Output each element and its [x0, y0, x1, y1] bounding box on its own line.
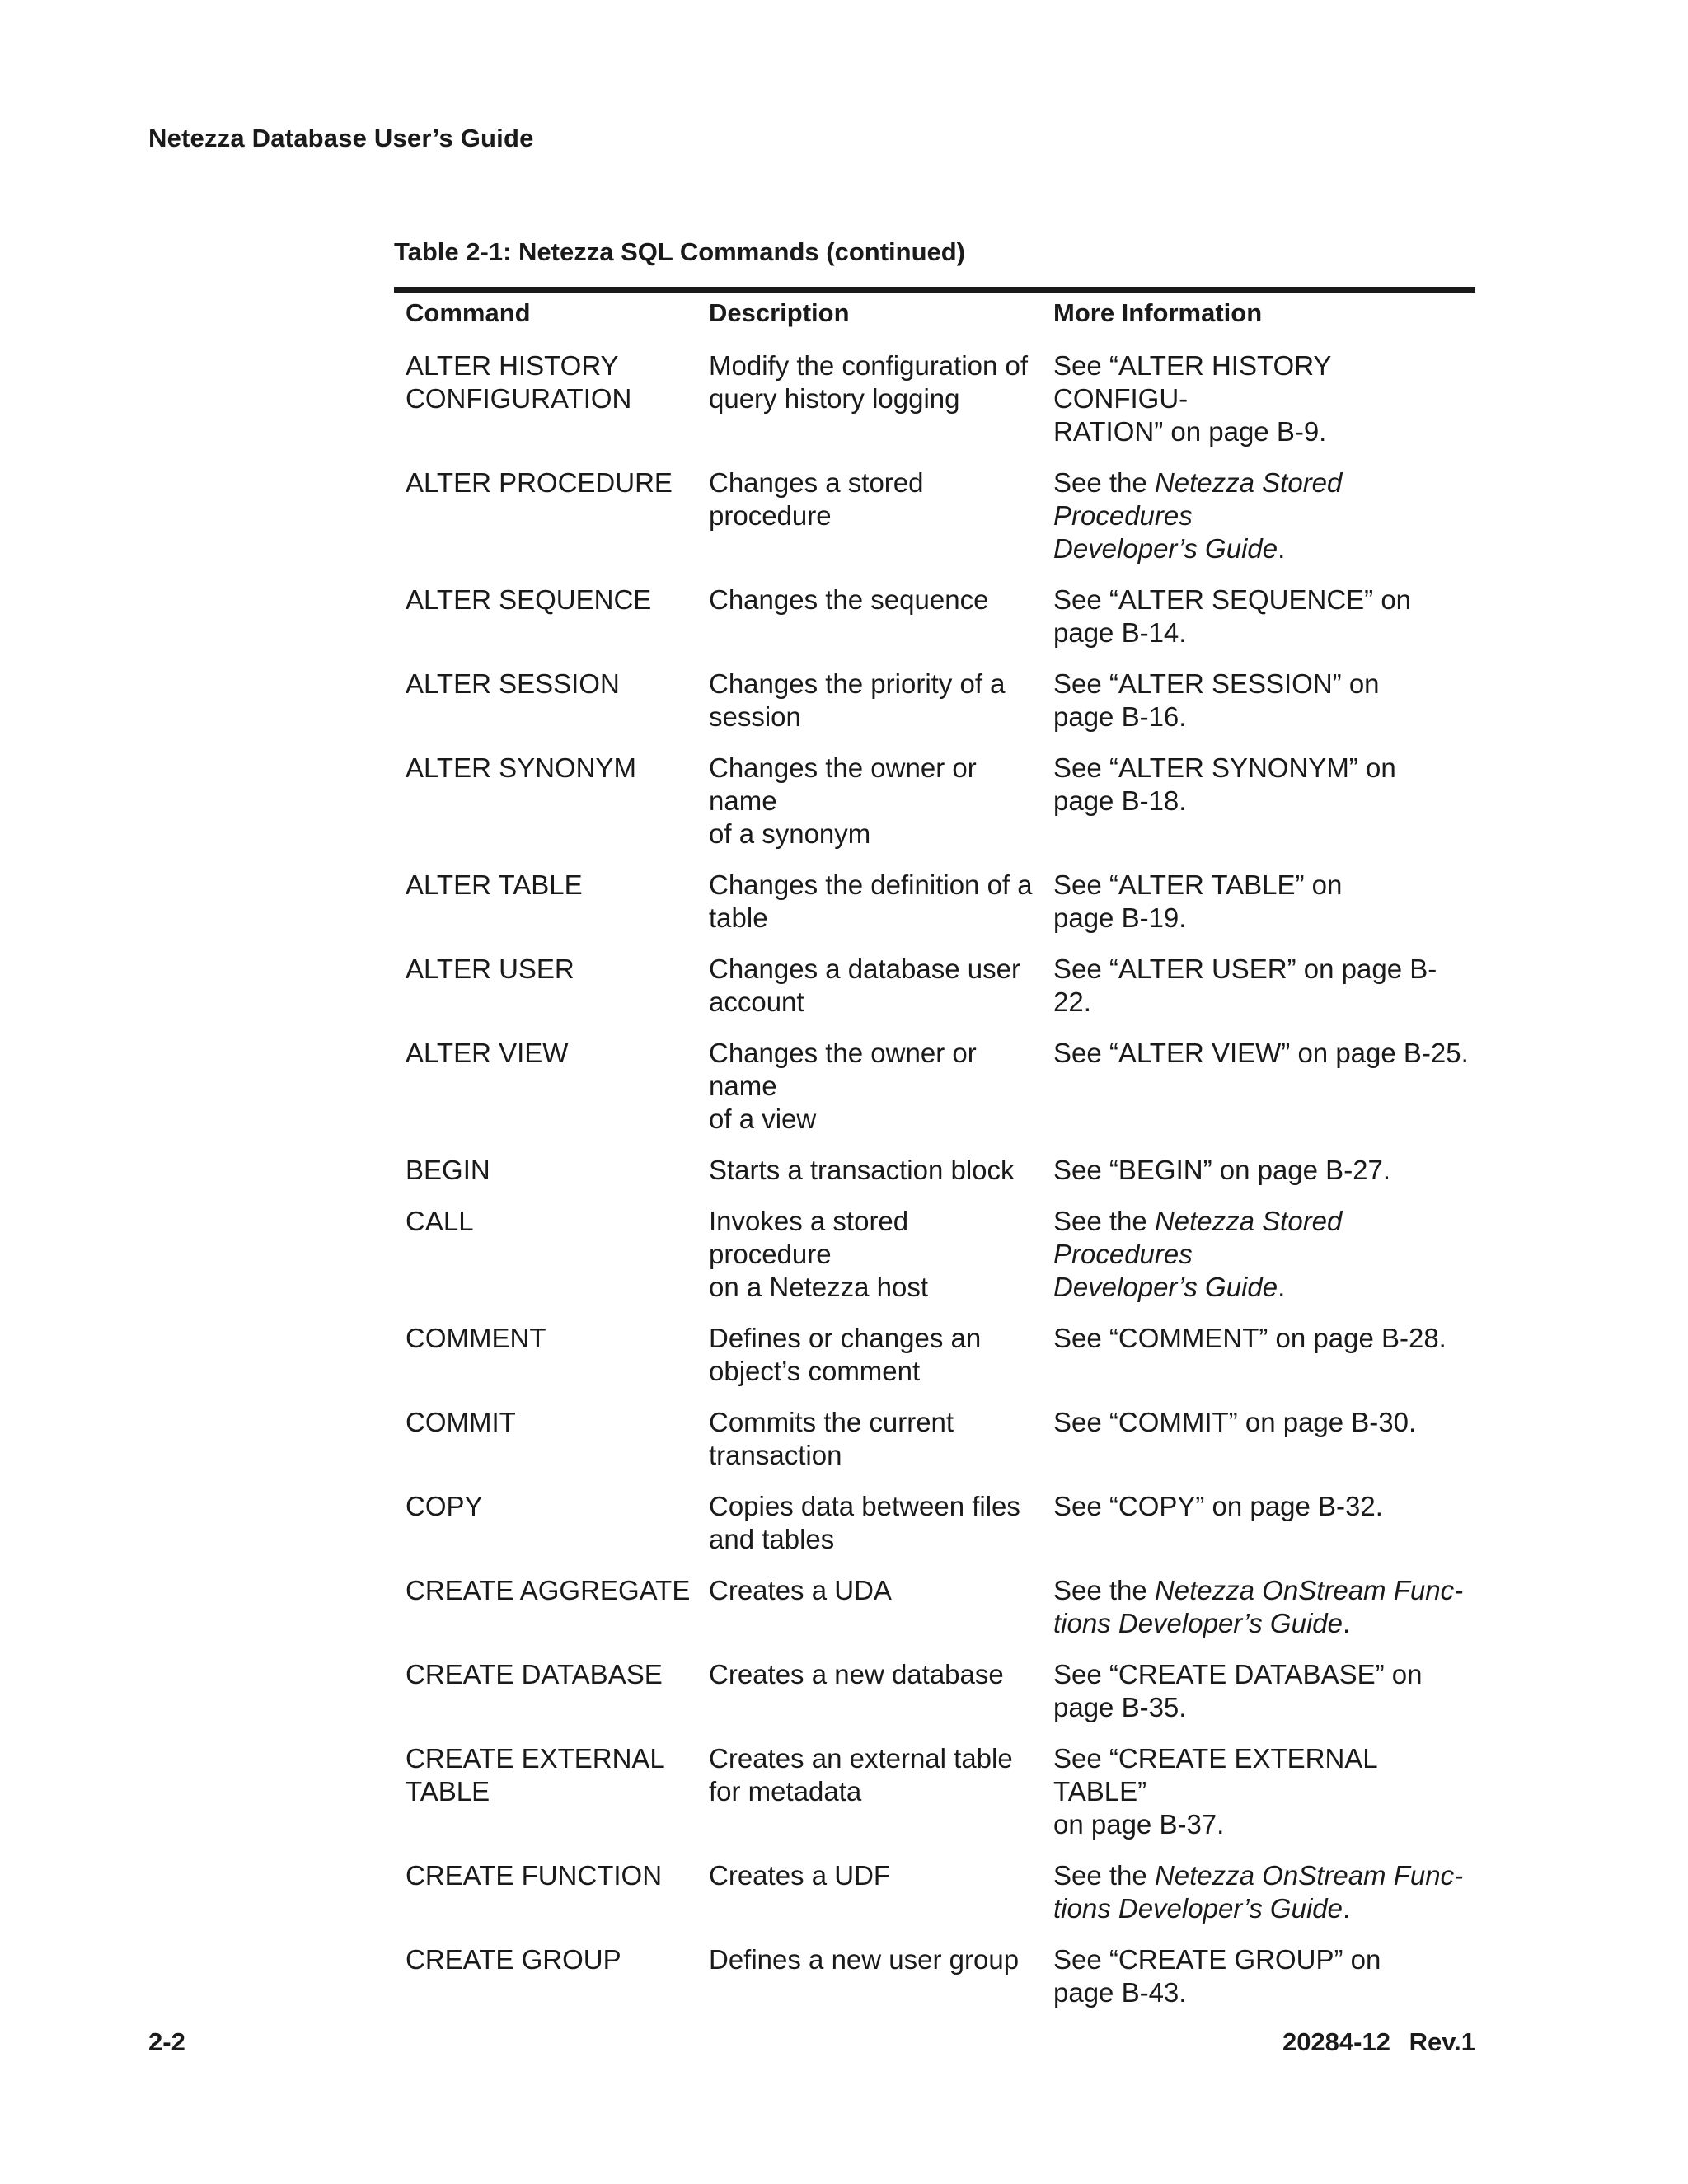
cell-description: [697, 1396, 1042, 1480]
cell-description: [697, 943, 1042, 1027]
info-text: See the: [1053, 1206, 1155, 1236]
cell-description: [697, 1732, 1042, 1849]
command-line: ALTER SEQUENCE: [406, 584, 652, 615]
table-caption: Table 2-1: Netezza SQL Commands (continued): [394, 237, 966, 266]
info-line: [1053, 1742, 1469, 1808]
description-line: Invokes a stored procedure: [709, 1206, 909, 1269]
command-line: ALTER TABLE: [406, 869, 583, 900]
cell-more-information: [1042, 1732, 1475, 1849]
info-text: page B-18.: [1053, 785, 1187, 816]
info-line: [1053, 1976, 1469, 2009]
description-line: table: [709, 902, 768, 933]
cell-command: [394, 1564, 697, 1648]
info-line: [1053, 902, 1469, 935]
cell-more-information: [1042, 1933, 1475, 2018]
description-line: Changes the definition of a: [709, 869, 1033, 900]
command-line: CREATE AGGREGATE: [406, 1575, 691, 1605]
command-line: COMMENT: [406, 1323, 546, 1353]
running-head: Netezza Database User’s Guide: [148, 124, 534, 152]
info-line: [1053, 1322, 1469, 1355]
info-text: See “COMMIT” on page B-30.: [1053, 1407, 1417, 1437]
cell-command: [394, 1480, 697, 1564]
info-text: See “BEGIN” on page B-27.: [1053, 1155, 1391, 1185]
command-line: COPY: [406, 1491, 483, 1521]
description-line: Changes the owner or name: [709, 752, 977, 816]
description-line: Changes a stored procedure: [709, 467, 924, 531]
description-line: Changes the sequence: [709, 584, 989, 615]
cell-command: [394, 1312, 697, 1396]
info-line: [1053, 1037, 1469, 1070]
info-line: [1053, 1658, 1469, 1691]
table-row: [394, 457, 1475, 574]
column-header-command: Command: [406, 298, 531, 327]
guide-title: Netezza Stored Procedures: [1053, 467, 1343, 531]
description-line: Changes the owner or name: [709, 1038, 977, 1101]
table-row: [394, 1312, 1475, 1396]
guide-title: Developer’s Guide: [1053, 1272, 1278, 1302]
cell-command: [394, 1933, 697, 2018]
info-text: .: [1342, 1893, 1351, 1924]
table-row: [394, 1648, 1475, 1732]
table-row: [394, 1195, 1475, 1312]
cell-command: [394, 574, 697, 658]
info-line: [1053, 752, 1469, 785]
cell-more-information: [1042, 658, 1475, 742]
info-text: .: [1278, 1272, 1286, 1302]
table-row: [394, 1480, 1475, 1564]
cell-more-information: [1042, 1648, 1475, 1732]
column-header-description: Description: [709, 298, 850, 327]
cell-description: [697, 1312, 1042, 1396]
column-header-more-information: More Information: [1053, 298, 1263, 327]
table-row: [394, 742, 1475, 859]
info-text: .: [1278, 533, 1286, 564]
info-line: [1053, 1943, 1469, 1976]
command-line: ALTER SESSION: [406, 668, 620, 699]
cell-more-information: [1042, 457, 1475, 574]
info-line: [1053, 1892, 1469, 1925]
table-row: [394, 658, 1475, 742]
info-text: See “ALTER SYNONYM” on: [1053, 752, 1396, 783]
info-text: See “ALTER VIEW” on page B-25.: [1053, 1038, 1469, 1068]
cell-description: [697, 457, 1042, 574]
command-line: TABLE: [406, 1776, 490, 1807]
description-line: Modify the configuration of: [709, 350, 1029, 381]
cell-more-information: [1042, 1312, 1475, 1396]
table-row: [394, 1933, 1475, 2018]
table-row: [394, 574, 1475, 658]
description-line: Creates a new database: [709, 1659, 1004, 1690]
info-line: [1053, 701, 1469, 733]
cell-command: [394, 1195, 697, 1312]
info-text: See “ALTER TABLE” on: [1053, 869, 1343, 900]
sql-commands-table: [394, 297, 1475, 2018]
cell-description: [697, 1849, 1042, 1933]
info-line: [1053, 466, 1469, 532]
info-text: See “ALTER SEQUENCE” on: [1053, 584, 1412, 615]
cell-more-information: [1042, 742, 1475, 859]
cell-description: [697, 742, 1042, 859]
info-text: on page B-37.: [1053, 1809, 1225, 1840]
info-text: See “ALTER USER” on page B-22.: [1053, 954, 1437, 1017]
command-line: CREATE GROUP: [406, 1944, 621, 1975]
cell-command: [394, 1144, 697, 1195]
cell-command: [394, 1396, 697, 1480]
description-line: Creates an external table: [709, 1743, 1013, 1774]
info-line: [1053, 953, 1469, 1019]
cell-more-information: [1042, 1195, 1475, 1312]
description-line: Changes a database user: [709, 954, 1020, 984]
info-text: See “COPY” on page B-32.: [1053, 1491, 1383, 1521]
description-line: Defines a new user group: [709, 1944, 1020, 1975]
guide-title: tions Developer’s Guide: [1053, 1893, 1343, 1924]
description-line: Creates a UDF: [709, 1860, 891, 1891]
command-line: ALTER VIEW: [406, 1038, 569, 1068]
table-row: [394, 1849, 1475, 1933]
table-row: [394, 1396, 1475, 1480]
info-text: See the: [1053, 467, 1155, 498]
command-line: CALL: [406, 1206, 474, 1236]
cell-command: [394, 1732, 697, 1849]
info-line: [1053, 1859, 1469, 1892]
cell-description: [697, 1027, 1042, 1144]
info-text: See “COMMENT” on page B-28.: [1053, 1323, 1447, 1353]
table-header-row: [394, 297, 1475, 340]
info-line: [1053, 349, 1469, 415]
cell-command: [394, 943, 697, 1027]
info-text: See “ALTER HISTORY CONFIGU-: [1053, 350, 1331, 414]
description-line: object’s comment: [709, 1356, 921, 1386]
page-number: 2-2: [148, 2027, 185, 2056]
document-id: 20284-12 Rev.1: [1282, 2027, 1475, 2056]
description-line: Commits the current: [709, 1407, 954, 1437]
info-text: See “CREATE EXTERNAL TABLE”: [1053, 1743, 1377, 1807]
description-line: on a Netezza host: [709, 1272, 928, 1302]
guide-title: Netezza OnStream Func-: [1154, 1575, 1464, 1605]
description-line: query history logging: [709, 383, 960, 414]
description-line: Copies data between files: [709, 1491, 1020, 1521]
cell-more-information: [1042, 1849, 1475, 1933]
description-line: for metadata: [709, 1776, 862, 1807]
info-text: See the: [1053, 1860, 1155, 1891]
cell-description: [697, 574, 1042, 658]
info-line: [1053, 1808, 1469, 1841]
guide-title: Netezza Stored Procedures: [1053, 1206, 1343, 1269]
table-row: [394, 1144, 1475, 1195]
description-line: transaction: [709, 1440, 842, 1470]
info-line: [1053, 869, 1469, 902]
info-line: [1053, 532, 1469, 565]
cell-command: [394, 1027, 697, 1144]
info-line: [1053, 1691, 1469, 1724]
command-line: CREATE FUNCTION: [406, 1860, 663, 1891]
cell-command: [394, 340, 697, 457]
info-text: See the: [1053, 1575, 1155, 1605]
info-line: [1053, 1574, 1469, 1607]
description-line: of a view: [709, 1104, 817, 1134]
info-text: page B-14.: [1053, 617, 1187, 648]
cell-command: [394, 742, 697, 859]
info-text: See “CREATE DATABASE” on: [1053, 1659, 1423, 1690]
cell-command: [394, 457, 697, 574]
info-line: [1053, 616, 1469, 649]
cell-more-information: [1042, 1396, 1475, 1480]
description-line: account: [709, 987, 804, 1017]
info-text: .: [1342, 1608, 1351, 1638]
cell-more-information: [1042, 574, 1475, 658]
command-line: ALTER USER: [406, 954, 574, 984]
command-line: ALTER SYNONYM: [406, 752, 636, 783]
table-row: [394, 859, 1475, 943]
cell-description: [697, 1195, 1042, 1312]
command-line: CREATE DATABASE: [406, 1659, 663, 1690]
command-line: COMMIT: [406, 1407, 516, 1437]
info-text: page B-35.: [1053, 1692, 1187, 1722]
info-line: [1053, 1490, 1469, 1523]
command-line: CONFIGURATION: [406, 383, 632, 414]
table-top-rule: [394, 287, 1475, 293]
info-line: [1053, 785, 1469, 818]
info-text: See “ALTER SESSION” on: [1053, 668, 1380, 699]
info-line: [1053, 1205, 1469, 1271]
info-line: [1053, 1406, 1469, 1439]
table-row: [394, 340, 1475, 457]
command-line: ALTER HISTORY: [406, 350, 619, 381]
description-line: Changes the priority of a: [709, 668, 1006, 699]
cell-more-information: [1042, 943, 1475, 1027]
info-line: [1053, 1607, 1469, 1640]
cell-description: [697, 1564, 1042, 1648]
cell-description: [697, 1933, 1042, 2018]
cell-command: [394, 1648, 697, 1732]
command-line: CREATE EXTERNAL: [406, 1743, 665, 1774]
guide-title: tions Developer’s Guide: [1053, 1608, 1343, 1638]
guide-title: Developer’s Guide: [1053, 533, 1278, 564]
cell-description: [697, 1648, 1042, 1732]
description-line: Creates a UDA: [709, 1575, 892, 1605]
cell-description: [697, 658, 1042, 742]
info-text: See “CREATE GROUP” on: [1053, 1944, 1381, 1975]
description-line: and tables: [709, 1524, 835, 1554]
cell-more-information: [1042, 340, 1475, 457]
command-line: ALTER PROCEDURE: [406, 467, 673, 498]
info-text: page B-19.: [1053, 902, 1187, 933]
cell-command: [394, 859, 697, 943]
cell-command: [394, 1849, 697, 1933]
info-line: [1053, 668, 1469, 701]
info-text: page B-16.: [1053, 701, 1187, 732]
info-text: page B-43.: [1053, 1977, 1187, 2008]
cell-more-information: [1042, 1480, 1475, 1564]
cell-more-information: [1042, 859, 1475, 943]
cell-description: [697, 859, 1042, 943]
table-row: [394, 943, 1475, 1027]
table-row: [394, 1732, 1475, 1849]
table-row: [394, 1564, 1475, 1648]
info-line: [1053, 583, 1469, 616]
cell-more-information: [1042, 1564, 1475, 1648]
table-row: [394, 1027, 1475, 1144]
guide-title: Netezza OnStream Func-: [1154, 1860, 1464, 1891]
description-line: of a synonym: [709, 818, 871, 849]
cell-more-information: [1042, 1144, 1475, 1195]
cell-description: [697, 340, 1042, 457]
info-line: [1053, 415, 1469, 448]
info-line: [1053, 1154, 1469, 1187]
description-line: session: [709, 701, 801, 732]
description-line: Defines or changes an: [709, 1323, 982, 1353]
description-line: Starts a transaction block: [709, 1155, 1015, 1185]
cell-description: [697, 1480, 1042, 1564]
cell-command: [394, 658, 697, 742]
cell-description: [697, 1144, 1042, 1195]
info-text: RATION” on page B-9.: [1053, 416, 1327, 447]
cell-more-information: [1042, 1027, 1475, 1144]
command-line: BEGIN: [406, 1155, 490, 1185]
info-line: [1053, 1271, 1469, 1304]
